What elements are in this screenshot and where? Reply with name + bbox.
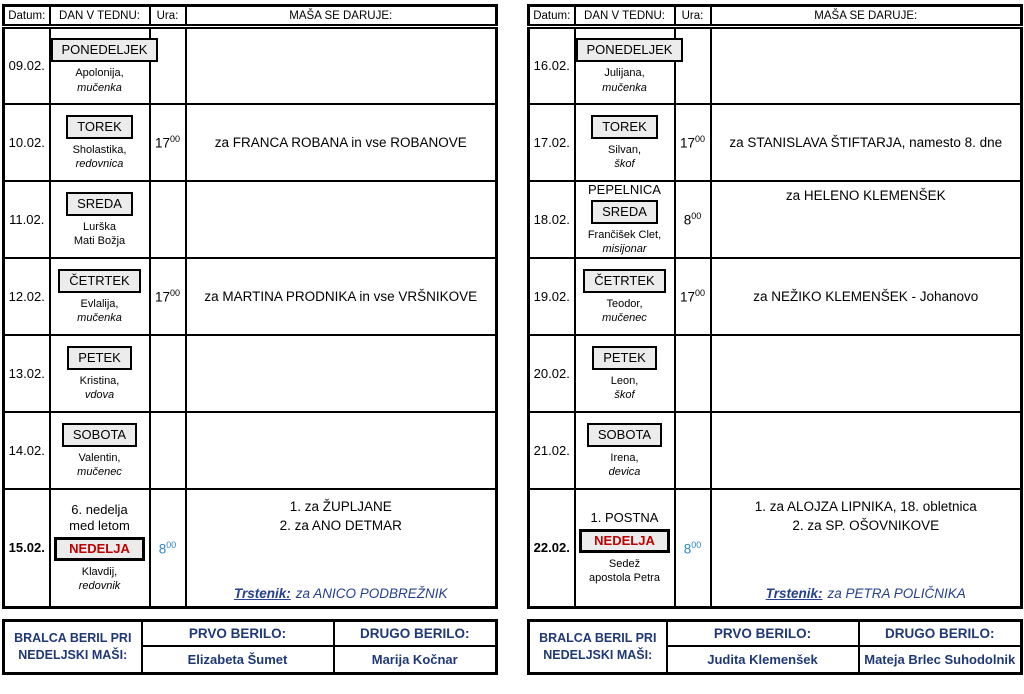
day-box: TOREK	[66, 115, 133, 139]
time-cell: $8^{00}$	[675, 489, 711, 608]
header-masa: MAŠA SE DARUJE:	[711, 6, 1022, 27]
header-datum: Datum:	[4, 6, 50, 27]
time-cell: $17^{00}$	[675, 104, 711, 181]
header-dan: DAN V TEDNU:	[50, 6, 150, 27]
saint-title: škof	[614, 158, 635, 170]
schedule-row-tuesday	[529, 104, 1022, 181]
day-box: ČETRTEK	[583, 269, 665, 293]
day-cell	[50, 489, 150, 608]
day-cell	[50, 104, 150, 181]
day-cell	[50, 258, 150, 335]
mass-intention: 1. za ŽUPLJANE	[289, 498, 392, 514]
date-cell: 12.02.	[4, 258, 50, 335]
mass-intention: 1. za ALOJZA LIPNIKA, 18. obletnica	[754, 498, 977, 514]
schedule-row-sunday	[529, 489, 1022, 608]
saint-name: Leon,	[610, 374, 639, 387]
second-reading-reader: Marija Kočnar	[334, 646, 497, 674]
schedule-row-friday	[529, 335, 1022, 412]
schedule-row-wednesday	[4, 181, 497, 258]
sunday-title: med letom	[69, 518, 130, 534]
header-ura: Ura:	[675, 6, 711, 27]
schedule-row-thursday	[529, 258, 1022, 335]
time-cell	[150, 181, 186, 258]
schedule-row-saturday	[529, 412, 1022, 489]
saint-name: Sedež	[608, 557, 641, 570]
saint-title: mučenec	[602, 312, 647, 324]
saint-name: Evlalija,	[80, 297, 119, 310]
saint-title: Mati Božja	[73, 235, 126, 247]
readers-label: BRALCA BERIL PRI NEDELJSKI MAŠI:	[529, 621, 667, 674]
date-cell: 09.02.	[4, 27, 50, 104]
sunday-title: 1. POSTNA	[590, 510, 659, 526]
time-cell	[150, 412, 186, 489]
day-cell	[50, 27, 150, 104]
saint-title: mučenec	[77, 466, 122, 478]
date-cell: 15.02.	[4, 489, 50, 608]
header-row	[529, 6, 1022, 27]
date-cell: 22.02.	[529, 489, 575, 608]
second-reading-header: DRUGO BERILO:	[859, 621, 1022, 646]
day-cell	[575, 27, 675, 104]
schedule-row-sunday	[4, 489, 497, 608]
mass-cell	[186, 412, 497, 489]
saint-name: Kristina,	[79, 374, 120, 387]
day-box: TOREK	[591, 115, 658, 139]
saint-title: mučenka	[77, 312, 122, 324]
saint-title: apostola Petra	[589, 571, 660, 584]
date-cell: 21.02.	[529, 412, 575, 489]
mass-cell: za MARTINA PRODNIKA in vse VRŠNIKOVE	[186, 258, 497, 335]
time-cell	[675, 412, 711, 489]
day-box: PETEK	[592, 346, 657, 370]
date-cell: 11.02.	[4, 181, 50, 258]
mass-cell	[186, 489, 497, 608]
date-cell: 18.02.	[529, 181, 575, 258]
saint-name: Apolonija,	[75, 67, 124, 80]
saint-name: Frančišek Clet,	[587, 228, 662, 241]
mass-intention: 2. za ANO DETMAR	[279, 518, 402, 534]
date-cell: 13.02.	[4, 335, 50, 412]
saint-title: mučenka	[77, 81, 122, 94]
header-masa: MAŠA SE DARUJE:	[186, 6, 497, 27]
day-cell	[50, 181, 150, 258]
first-reading-reader: Elizabeta Šumet	[142, 646, 334, 674]
time-cell: $17^{00}$	[150, 258, 186, 335]
schedule-row-friday	[4, 335, 497, 412]
mass-cell: za HELENO KLEMENŠEK	[711, 181, 1022, 258]
readers-table-left	[2, 619, 498, 675]
date-cell: 17.02.	[529, 104, 575, 181]
saint-name: Irena,	[610, 451, 639, 464]
mass-cell: za STANISLAVA ŠTIFTARJA, namesto 8. dne	[711, 104, 1022, 181]
day-cell	[575, 412, 675, 489]
saint-name: Julijana,	[604, 67, 645, 80]
day-box: PONEDELJEK	[51, 38, 159, 62]
saint-title: mučenka	[602, 81, 647, 94]
feast-name: PEPELNICA	[588, 181, 661, 197]
mass-cell	[186, 335, 497, 412]
readers-table-right	[527, 619, 1023, 675]
mass-cell	[711, 27, 1022, 104]
saint-name: Sholastika,	[72, 143, 127, 156]
schedule-column-right	[527, 4, 1023, 675]
saint-name: Klavdij,	[81, 565, 118, 578]
day-box-sunday: NEDELJA	[579, 529, 670, 553]
date-cell: 19.02.	[529, 258, 575, 335]
schedule-row-thursday	[4, 258, 497, 335]
saint-name: Lurška	[82, 220, 117, 233]
day-cell	[575, 181, 675, 258]
header-row	[4, 6, 497, 27]
mass-cell: za FRANCA ROBANA in vse ROBANOVE	[186, 104, 497, 181]
day-box: PETEK	[67, 346, 132, 370]
date-cell: 10.02.	[4, 104, 50, 181]
mass-cell	[186, 181, 497, 258]
day-cell	[575, 335, 675, 412]
mass-schedule-table-right	[527, 4, 1023, 609]
first-reading-header: PRVO BERILO:	[667, 621, 859, 646]
mass-cell	[711, 489, 1022, 608]
day-cell	[575, 258, 675, 335]
time-cell: $17^{00}$	[675, 258, 711, 335]
time-cell	[150, 335, 186, 412]
mass-intention: 2. za SP. OŠOVNIKOVE	[792, 518, 940, 534]
day-cell	[575, 489, 675, 608]
mass-cell	[711, 412, 1022, 489]
trstenik-note: Trstenik: za PETRA POLIČNIKA	[765, 585, 966, 601]
date-cell: 20.02.	[529, 335, 575, 412]
readers-label: BRALCA BERIL PRI NEDELJSKI MAŠI:	[4, 621, 142, 674]
second-reading-header: DRUGO BERILO:	[334, 621, 497, 646]
day-box: PONEDELJEK	[576, 38, 684, 62]
second-reading-reader: Mateja Brlec Suhodolnik	[859, 646, 1022, 674]
day-box: ČETRTEK	[58, 269, 140, 293]
first-reading-reader: Judita Klemenšek	[667, 646, 859, 674]
mass-schedule-table-left	[2, 4, 498, 609]
saint-title: redovnik	[78, 580, 121, 592]
mass-cell	[186, 27, 497, 104]
day-cell	[50, 412, 150, 489]
date-cell: 14.02.	[4, 412, 50, 489]
schedule-column-left	[2, 4, 498, 675]
date-cell: 16.02.	[529, 27, 575, 104]
saint-title: misijonar	[602, 243, 647, 256]
mass-cell	[711, 335, 1022, 412]
header-datum: Datum:	[529, 6, 575, 27]
saint-name: Silvan,	[607, 143, 642, 156]
header-dan: DAN V TEDNU:	[575, 6, 675, 27]
saint-title: škof	[614, 389, 635, 401]
day-box-sunday: NEDELJA	[54, 537, 145, 561]
schedule-row-monday	[529, 27, 1022, 104]
day-box: SREDA	[591, 200, 658, 224]
day-cell	[575, 104, 675, 181]
day-box: SOBOTA	[62, 423, 137, 447]
day-box: SOBOTA	[587, 423, 662, 447]
saint-title: redovnica	[75, 158, 124, 170]
time-cell	[675, 335, 711, 412]
time-cell: $17^{00}$	[150, 104, 186, 181]
time-cell: $8^{00}$	[675, 181, 711, 258]
saint-name: Teodor,	[606, 297, 643, 310]
first-reading-header: PRVO BERILO:	[142, 621, 334, 646]
header-ura: Ura:	[150, 6, 186, 27]
trstenik-note: Trstenik: za ANICO PODBREŽNIK	[233, 585, 448, 601]
schedule-row-saturday	[4, 412, 497, 489]
sunday-title: 6. nedelja	[71, 502, 128, 518]
schedule-row-monday	[4, 27, 497, 104]
saint-title: vdova	[84, 389, 115, 401]
time-cell: $8^{00}$	[150, 489, 186, 608]
mass-cell: za NEŽIKO KLEMENŠEK - Johanovo	[711, 258, 1022, 335]
schedule-row-tuesday	[4, 104, 497, 181]
schedule-row-ash-wednesday	[529, 181, 1022, 258]
day-cell	[50, 335, 150, 412]
day-box: SREDA	[66, 192, 133, 216]
saint-name: Valentin,	[78, 451, 121, 464]
saint-title: devica	[608, 466, 641, 478]
